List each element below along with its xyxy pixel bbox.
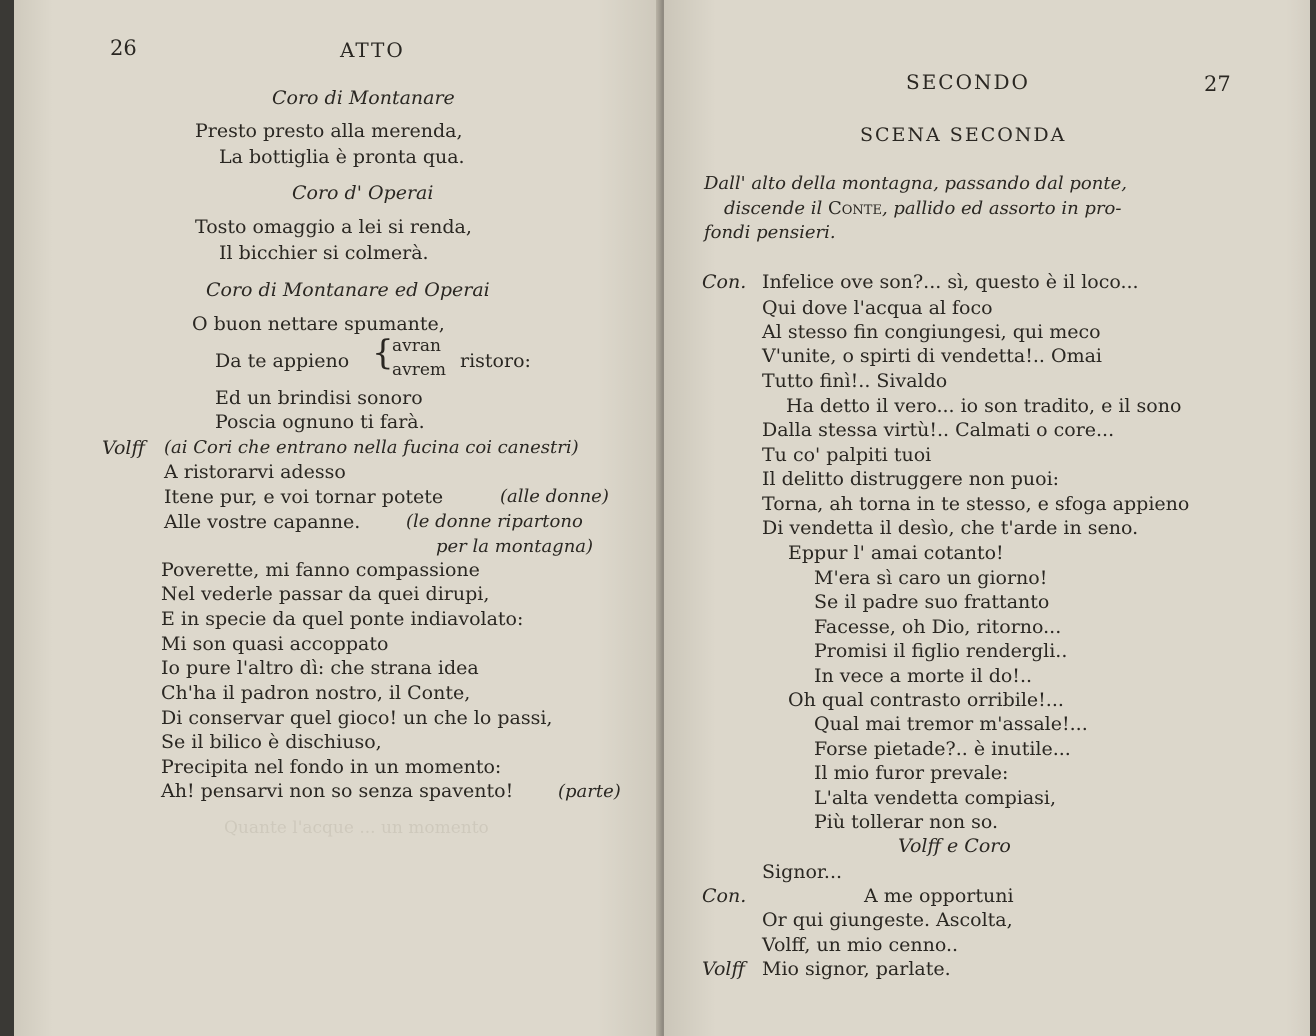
speaker-heading: Volff e Coro <box>898 835 1011 857</box>
verse-line: V'unite, o spirti di vendetta!.. Omai <box>762 345 1103 367</box>
verse-line: Se il bilico è dischiuso, <box>161 731 382 753</box>
verse-variant: avran <box>392 336 441 356</box>
verse-line: Volff, un mio cenno.. <box>762 934 959 956</box>
verse-line: ristoro: <box>460 350 531 372</box>
verse-line: Precipita nel fondo in un momento: <box>161 756 502 778</box>
page-number: 27 <box>1204 72 1231 96</box>
verse-line: Poscia ognuno ti farà. <box>215 411 425 433</box>
verse-line: La bottiglia è pronta qua. <box>219 146 465 168</box>
verse-line: Il delitto distruggere non puoi: <box>762 468 1060 490</box>
verse-line: A me opportuni <box>864 885 1014 907</box>
stage-direction: (le donne ripartono <box>406 511 583 532</box>
verse-line: Di vendetta il desìo, che t'arde in seno. <box>762 517 1139 539</box>
verse-line: E in specie da quel ponte indiavolato: <box>161 608 524 630</box>
stage-direction: per la montagna) <box>436 536 594 557</box>
scene-heading: SCENA SECONDA <box>860 124 1067 146</box>
stage-direction: (parte) <box>558 781 621 802</box>
verse-line: Di conservar quel gioco! un che lo passi, <box>161 707 553 729</box>
verse-line: Io pure l'altro dì: che strana idea <box>161 657 479 679</box>
verse-line: Eppur l' amai cotanto! <box>788 542 1004 564</box>
verse-line: Itene pur, e voi tornar potete <box>164 486 444 508</box>
verse-line: Signor... <box>762 861 843 883</box>
brace-mark: { <box>372 333 394 373</box>
verse-line: Tosto omaggio a lei si renda, <box>195 216 472 238</box>
verse-line: Alle vostre capanne. <box>164 511 361 533</box>
speaker-heading: Coro d' Operai <box>292 182 434 204</box>
verse-line: Promisi il figlio rendergli.. <box>814 640 1068 662</box>
verse-line: Ch'ha il padron nostro, il Conte, <box>161 682 471 704</box>
verse-line: Forse pietade?.. è inutile... <box>814 738 1071 760</box>
running-header: SECONDO <box>906 70 1030 94</box>
verse-line: Qual mai tremor m'assale!... <box>814 713 1088 735</box>
verse-line: Dalla stessa virtù!.. Calmati o core... <box>762 419 1115 441</box>
stage-direction: discende il Conte, pallido ed assorto in pro- <box>724 198 1122 219</box>
verse-line: Mi son quasi accoppato <box>161 633 389 655</box>
verse-line: Il mio furor prevale: <box>814 762 1009 784</box>
verse-line: M'era sì caro un giorno! <box>814 567 1048 589</box>
verse-line: Da te appieno <box>215 350 350 372</box>
verse-line: Ed un brindisi sonoro <box>215 387 423 409</box>
verse-line: Facesse, oh Dio, ritorno... <box>814 616 1062 638</box>
verse-line: Or qui giungeste. Ascolta, <box>762 909 1013 931</box>
verse-line: Il bicchier si colmerà. <box>219 242 429 264</box>
verse-line: Ah! pensarvi non so senza spavento! <box>161 780 514 802</box>
verse-line: Tu co' palpiti tuoi <box>762 444 932 466</box>
left-page <box>14 0 662 1036</box>
verse-line: In vece a morte il do!.. <box>814 665 1033 687</box>
stage-direction: fondi pensieri. <box>704 222 836 243</box>
stage-direction: (ai Cori che entrano nella fucina coi canestri) <box>164 437 579 458</box>
speaker-name: Con. <box>702 885 747 907</box>
speaker-name: Con. <box>702 271 747 293</box>
verse-line: Al stesso fin congiungesi, qui meco <box>762 321 1101 343</box>
verse-line: L'alta vendetta compiasi, <box>814 787 1057 809</box>
verse-variant: avrem <box>392 360 447 380</box>
verse-line: Torna, ah torna in te stesso, e sfoga appieno <box>762 493 1190 515</box>
book-edge <box>0 0 14 1036</box>
character-name: Conte <box>828 198 882 219</box>
verse-line: O buon nettare spumante, <box>192 313 445 335</box>
right-page <box>664 0 1312 1036</box>
speaker-heading: Coro di Montanare <box>272 87 455 109</box>
verse-line: Se il padre suo frattanto <box>814 591 1050 613</box>
verse-line: Poverette, mi fanno compassione <box>161 559 480 581</box>
verse-line: Più tollerar non so. <box>814 811 998 833</box>
page-number: 26 <box>110 36 137 60</box>
verse-line: Presto presto alla merenda, <box>195 120 463 142</box>
verse-line: Qui dove l'acqua al foco <box>762 297 993 319</box>
book-edge <box>1310 0 1316 1036</box>
running-header: ATTO <box>340 38 405 62</box>
speaker-heading: Coro di Montanare ed Operai <box>206 279 490 301</box>
verse-line: A ristorarvi adesso <box>164 461 346 483</box>
verse-line: Nel vederle passar da quei dirupi, <box>161 583 490 605</box>
verse-line: Oh qual contrasto orribile!... <box>788 689 1064 711</box>
verse-line: Mio signor, parlate. <box>762 958 951 980</box>
verse-line: Ha detto il vero... io son tradito, e il sono <box>786 395 1182 417</box>
speaker-name: Volff <box>102 437 145 459</box>
bleed-through-text: Quante l'acque ... un momento <box>224 818 489 838</box>
verse-line: Tutto finì!.. Sivaldo <box>762 370 948 392</box>
speaker-name: Volff <box>702 958 745 980</box>
verse-line: Infelice ove son?... sì, questo è il loco... <box>762 271 1139 293</box>
stage-direction: (alle donne) <box>500 486 609 507</box>
stage-direction: Dall' alto della montagna, passando dal ponte, <box>704 173 1127 194</box>
